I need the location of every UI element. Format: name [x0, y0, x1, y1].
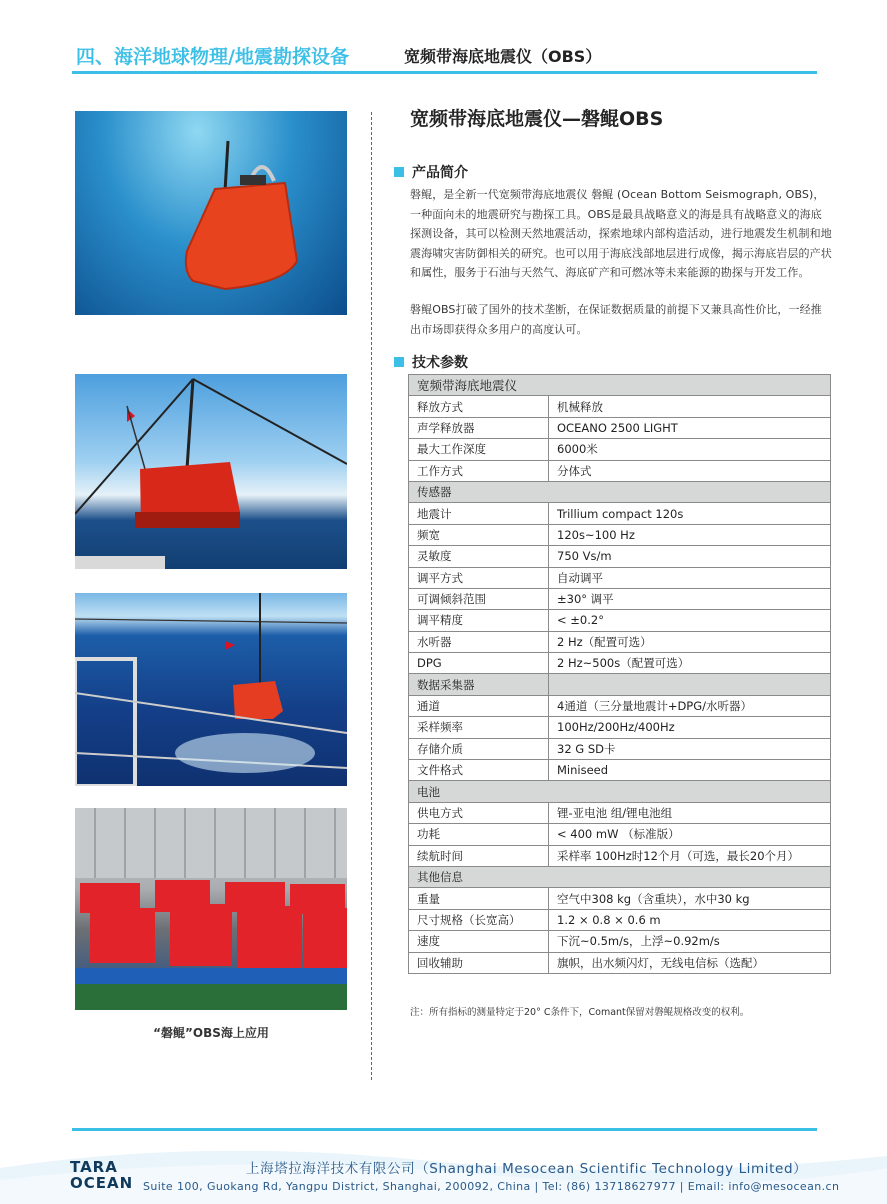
spec-key: 释放方式 [409, 396, 549, 417]
page-header [72, 38, 817, 78]
logo-line-2: OCEAN [70, 1174, 134, 1192]
spec-group-daq: 数据采集器 [409, 674, 549, 695]
spec-value: 自动调平 [549, 567, 831, 588]
footer-rule [72, 1128, 817, 1131]
header-rule [72, 71, 817, 74]
spec-key: 可调倾斜范围 [409, 588, 549, 609]
table-row [409, 824, 831, 845]
spec-key: 续航时间 [409, 845, 549, 866]
spec-group-battery: 电池 [409, 781, 831, 802]
spec-value: 750 Vs/m [549, 546, 831, 567]
spec-group-other: 其他信息 [409, 866, 831, 887]
spec-key: 文件格式 [409, 760, 549, 781]
spec-group-sensor: 传感器 [409, 481, 831, 502]
table-row [409, 524, 831, 545]
spec-value: < ±0.2° [549, 610, 831, 631]
spec-key: 最大工作深度 [409, 439, 549, 460]
spec-key: 存储介质 [409, 738, 549, 759]
spec-value: 下沉~0.5m/s，上浮~0.92m/s [549, 931, 831, 952]
spec-value: ±30° 调平 [549, 588, 831, 609]
spec-key: 重量 [409, 888, 549, 909]
table-row [409, 845, 831, 866]
spec-value: < 400 mW （标准版） [549, 824, 831, 845]
spec-key: 尺寸规格（长宽高） [409, 909, 549, 930]
spec-group-row [409, 674, 831, 695]
spec-group-row [409, 481, 831, 502]
spec-table-title: 宽频带海底地震仪 [409, 375, 831, 396]
square-bullet-icon [394, 167, 404, 177]
table-row [409, 952, 831, 973]
table-row [409, 760, 831, 781]
table-row [409, 695, 831, 716]
spec-value: 机械释放 [549, 396, 831, 417]
table-row [409, 588, 831, 609]
spec-table [408, 374, 831, 974]
spec-key: 供电方式 [409, 802, 549, 823]
photo-obs-sea-launch [75, 593, 347, 786]
spec-key: 水听器 [409, 631, 549, 652]
photo-obs-deployment-crane [75, 374, 347, 569]
table-row [409, 610, 831, 631]
table-row [409, 717, 831, 738]
spec-key: 速度 [409, 931, 549, 952]
spec-value: 锂-亚电池 组/锂电池组 [549, 802, 831, 823]
spec-group-blank [549, 674, 831, 695]
intro-paragraph-1: 磐鲲，是全新一代宽频带海底地震仪 磐鲲 (Ocean Bottom Seismograph, OBS)，一种面向未的地震研究与勘探工具。OBS是最具战略意义的海是具有战略意义的海底探测设备，其可以检测天然地震活动，探索地球内部构造活动，进行地震发生机制和地震海啸灾害防御相关的研究。也可以用于海底浅部地层进行成像，揭示海底岩层的产状和属性，服务于石油与天然气、海底矿产和可燃冰等未来能源的勘探与开发工作。 [410, 188, 832, 279]
spec-heading-text: 技术参数 [412, 355, 468, 371]
spec-value: 2 Hz（配置可选） [549, 631, 831, 652]
spec-value: 6000米 [549, 439, 831, 460]
product-title: 宽频带海底地震仪—磐鲲OBS [410, 108, 664, 130]
table-row [409, 738, 831, 759]
spec-key: 地震计 [409, 503, 549, 524]
spec-key: 工作方式 [409, 460, 549, 481]
spec-key: 回收辅助 [409, 952, 549, 973]
company-name: 上海塔拉海洋技术有限公司（Shanghai Mesocean Scientific Technology Limited） [246, 1161, 808, 1177]
spec-value: 100Hz/200Hz/400Hz [549, 717, 831, 738]
page-subtitle: 宽频带海底地震仪（OBS） [404, 47, 602, 66]
intro-paragraph-2: 磐鲲OBS打破了国外的技术垄断，在保证数据质量的前提下又兼具高性价比，一经推出市场即获得众多用户的高度认可。 [410, 303, 822, 336]
spec-value: Trillium compact 120s [549, 503, 831, 524]
photo-caption: “磐鲲”OBS海上应用 [153, 1026, 269, 1040]
table-row [409, 460, 831, 481]
spec-value: 空气中308 kg（含重块），水中30 kg [549, 888, 831, 909]
spec-group-row [409, 781, 831, 802]
spec-key: 采样频率 [409, 717, 549, 738]
table-row [409, 653, 831, 674]
table-row [409, 909, 831, 930]
tara-ocean-logo [70, 1158, 132, 1192]
table-row [409, 802, 831, 823]
table-row [409, 396, 831, 417]
spec-heading [394, 352, 468, 372]
spec-value: 4通道（三分量地震计+DPG/水听器） [549, 695, 831, 716]
spec-value: 采样率 100Hz时12个月（可选，最长20个月） [549, 845, 831, 866]
spec-value: 1.2 × 0.8 × 0.6 m [549, 909, 831, 930]
spec-key: 功耗 [409, 824, 549, 845]
table-row [409, 888, 831, 909]
intro-heading-text: 产品简介 [412, 165, 468, 181]
table-row [409, 631, 831, 652]
spec-value: 2 Hz~500s（配置可选） [549, 653, 831, 674]
spec-value: 120s~100 Hz [549, 524, 831, 545]
spec-value: 旗帜，出水频闪灯，无线电信标（选配） [549, 952, 831, 973]
spec-key: 调平精度 [409, 610, 549, 631]
section-title: 四、海洋地球物理/地震勘探设备 [76, 46, 349, 68]
spec-value: Miniseed [549, 760, 831, 781]
spec-value: OCEANO 2500 LIGHT [549, 417, 831, 438]
intro-heading [394, 162, 468, 182]
company-address: Suite 100, Guokang Rd, Yangpu District, Shanghai, 200092, China | Tel: (86) 13718627977 | Email: info@mesocean.cn [143, 1180, 840, 1193]
photo-obs-underwater [75, 111, 347, 315]
table-row [409, 503, 831, 524]
square-bullet-icon [394, 357, 404, 367]
spec-key: 通道 [409, 695, 549, 716]
table-row [409, 567, 831, 588]
table-row [409, 931, 831, 952]
spec-value: 分体式 [549, 460, 831, 481]
logo-line-1: TARA [70, 1158, 118, 1176]
table-row [409, 417, 831, 438]
spec-group-row [409, 866, 831, 887]
spec-key: 频宽 [409, 524, 549, 545]
column-divider [371, 112, 372, 1080]
spec-key: 声学释放器 [409, 417, 549, 438]
table-row [409, 439, 831, 460]
photo-obs-deck-storage [75, 808, 347, 1010]
table-row [409, 546, 831, 567]
spec-table-title-row [409, 375, 831, 396]
spec-value: 32 G SD卡 [549, 738, 831, 759]
spec-key: 调平方式 [409, 567, 549, 588]
spec-key: 灵敏度 [409, 546, 549, 567]
spec-key: DPG [409, 653, 549, 674]
spec-note: 注：所有指标的测量特定于20° C条件下，Comant保留对磐鲲规格改变的权利。 [410, 1007, 750, 1018]
